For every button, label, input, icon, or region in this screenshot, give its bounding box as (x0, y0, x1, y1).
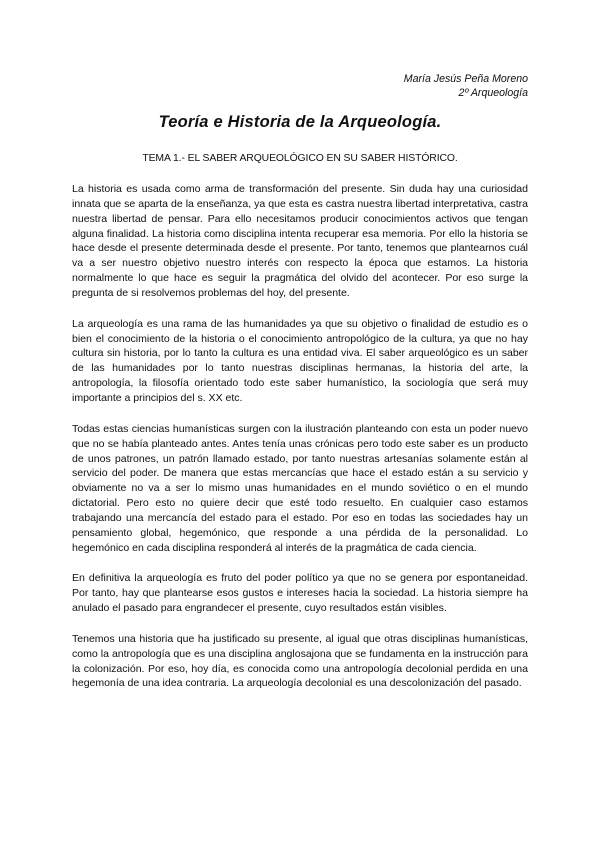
course-name: 2º Arqueología (458, 87, 528, 99)
body-text (72, 182, 528, 691)
topic-heading: TEMA 1.- EL SABER ARQUEOLÓGICO EN SU SABER HISTÓRICO. (142, 153, 458, 164)
paragraph-5: Tenemos una historia que ha justificado su presente, al igual que otras disciplinas humanísticas, como la antropología que es una disciplina anglosajona que se fundamenta en la instrucción para la colonización. Por eso, hoy día, es conocida como una antropología decolonial perdida en una hegemonía de una idea contraria. La arqueología decolonial es una descolonización del pasado. (72, 632, 528, 690)
paragraph-1: La historia es usada como arma de transformación del presente. Sin duda hay una curiosidad innata que se aparta de la enseñanza, ya que esta es castra nuestra libertad interpretativa, castra nuestra libertad de pensar. Para ello necesitamos producir conocimientos activos que tengan alguna finalidad. La historia como disciplina intenta recuperar esa memoria. Por ello la historia se hace desde el presente determinada desde el presente. Por tanto, tenemos que plantearnos cuál va a ser nuestro objetivo nuestro interés con respecto la época que estamos. La historia normalmente lo que hace es seguir la pragmática del olvido del acontecer. Por eso surge la pregunta de si resolvemos problemas del hoy, del presente. (72, 183, 528, 299)
paragraph-3: Todas estas ciencias humanísticas surgen con la ilustración planteando con esta un poder nuevo que no se había planteado antes. Antes tenía unas crónicas pero todo este saber es un producto de unos patrones, un patrón llamado estado, por tanto nuestras artesanías solamente están al servicio del poder. De manera que estas mercancías que hace el estado están a su servicio y obviamente no va a ser lo mismo unas humanidades en el mundo soviético o en el mundo dictatorial. Pero esto no quiere decir que esté todo resuelto. En cualquier caso estamos trabajando una mercancía del estado para el estado. Por eso en todas las sociedades hay un pensamiento global, hegemónico, que responde a una pérdida de la personalidad. Lo hegemónico en cada disciplina responderá al interés de la pragmática de cada ciencia. (72, 422, 528, 554)
paragraph-2: La arqueología es una rama de las humanidades ya que su objetivo o finalidad de estudio es o bien el conocimiento de la historia o el conocimiento antropológico de la cultura, ya que no hay cultura sin historia, por lo tanto la cultura es una entidad viva. El saber arqueológico es un saber de las humanidades por lo tanto nuestras disciplinas hermanas, la historia del arte, la antropología, la filosofía orientado todo este saber humanístico, la sociología que será muy importante a principios del s. XX etc. (72, 317, 528, 404)
document-title: Teoría e Historia de la Arqueología. (158, 113, 442, 131)
author-name: María Jesús Peña Moreno (403, 73, 528, 85)
author-block (72, 72, 528, 100)
paragraph-4: En definitiva la arqueología es fruto del poder político ya que no se genera por espontaneidad. Por tanto, hay que plantearse esos gustos e intereses hacia la sociedad. La historia siempre ha anulado el pasado para engrandecer el presente, cuyo resultados están visibles. (72, 572, 528, 615)
